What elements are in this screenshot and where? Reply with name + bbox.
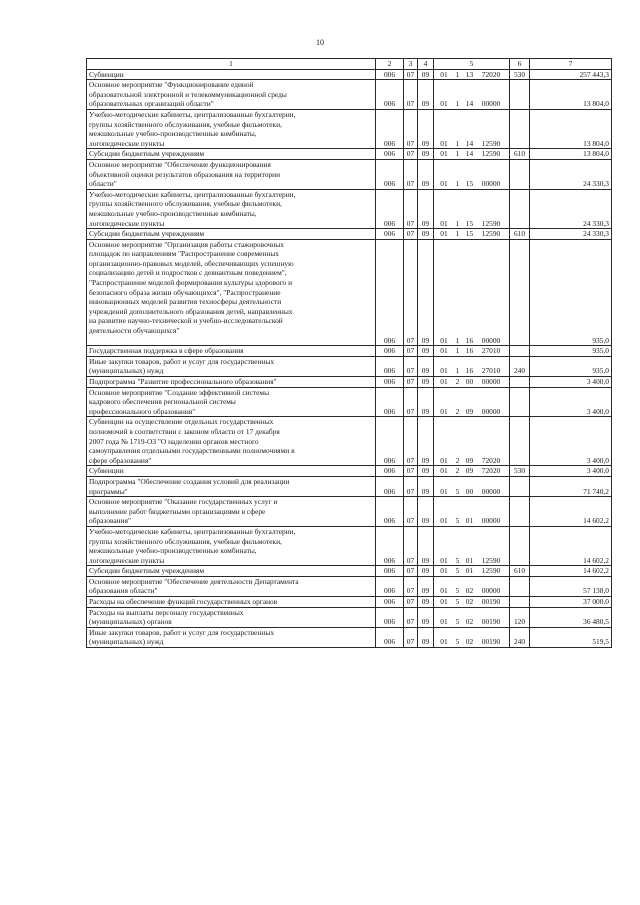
- cell-expense-type: [510, 346, 530, 357]
- table-row: [87, 497, 612, 527]
- cell-amount: 14 602,2: [530, 526, 612, 565]
- cell-expense-type: 610: [510, 566, 530, 577]
- target-article-part: 12590: [481, 555, 501, 565]
- cell-expense-type: [510, 526, 530, 565]
- cell-amount: 519,5: [530, 627, 612, 647]
- table-row: [87, 576, 612, 596]
- cell-section: 07: [404, 476, 418, 496]
- cell-subsection: 09: [418, 417, 434, 466]
- cell-subsection: 09: [418, 356, 434, 376]
- target-article-part: 01: [440, 555, 448, 565]
- cell-amount: 57 138,0: [530, 576, 612, 596]
- target-article-part: 01: [440, 566, 448, 576]
- cell-amount: 13 804,0: [530, 109, 612, 148]
- cell-subsection: 09: [418, 69, 434, 80]
- target-article-part: 2: [455, 406, 460, 416]
- target-article-part: 02: [465, 617, 474, 627]
- target-article-part: 01: [440, 377, 448, 386]
- header-cell: 2: [376, 59, 404, 70]
- row-name-cell: Субсидии бюджетным учреждениям: [87, 229, 376, 240]
- target-article-part: 01: [440, 366, 448, 376]
- cell-subsection: 09: [418, 526, 434, 565]
- target-article-part: 01: [440, 346, 448, 356]
- cell-target-article: [434, 476, 510, 496]
- cell-section: 07: [404, 417, 418, 466]
- target-article-part: 01: [440, 149, 448, 159]
- target-article-part: 01: [440, 335, 448, 345]
- cell-admin-code: 006: [376, 497, 404, 527]
- cell-admin-code: 006: [376, 356, 404, 376]
- cell-target-article: [434, 80, 510, 110]
- target-article-part: 02: [465, 586, 474, 596]
- cell-admin-code: 006: [376, 466, 404, 477]
- cell-amount: 24 330,3: [530, 189, 612, 228]
- target-article-part: 01: [440, 138, 448, 148]
- cell-target-article: [434, 69, 510, 80]
- cell-admin-code: 006: [376, 159, 404, 189]
- table-row: [87, 239, 612, 346]
- target-article-part: 2: [455, 466, 460, 476]
- row-name-cell: Подпрограмма "Обеспечение создания условий для реализации программы": [87, 476, 376, 496]
- table-row: [87, 69, 612, 80]
- target-article-part: 00190: [481, 637, 501, 647]
- cell-expense-type: [510, 576, 530, 596]
- cell-expense-type: [510, 239, 530, 346]
- budget-table: [86, 58, 612, 648]
- target-article-part: 00190: [481, 617, 501, 627]
- cell-section: 07: [404, 109, 418, 148]
- target-article-part: 00000: [481, 516, 501, 526]
- target-article-part: 15: [465, 179, 474, 189]
- row-name-cell: Основное мероприятие "Обеспечение деятельности Департамента образования области": [87, 576, 376, 596]
- target-article-part: 1: [455, 346, 460, 356]
- row-name-cell: Учебно-методические кабинеты, централизованные бухгалтерии, группы хозяйственного обслуживания, учебные фильмотеки, межшкольные учебно-производственные комбинаты, логопедические пункты: [87, 189, 376, 228]
- row-name-cell: Субвенции на осуществление отдельных государственных полномочий в соответствии с законом области от 17 декабря 2007 года № 1719-ОЗ "О наделении органов местного самоуправления отдельными государственными полномочиями в сфере образования": [87, 417, 376, 466]
- target-article-part: 12590: [481, 138, 501, 148]
- cell-target-article: [434, 387, 510, 417]
- target-article-part: 15: [465, 218, 474, 228]
- table-header-row: [87, 59, 612, 70]
- cell-subsection: 09: [418, 229, 434, 240]
- cell-subsection: 09: [418, 627, 434, 647]
- table-row: [87, 80, 612, 110]
- row-name-cell: Основное мероприятие "Обеспечение функционирования объективной оценки результатов образования на территории области": [87, 159, 376, 189]
- cell-subsection: 09: [418, 576, 434, 596]
- cell-expense-type: [510, 377, 530, 388]
- cell-amount: 71 740,2: [530, 476, 612, 496]
- cell-admin-code: 006: [376, 576, 404, 596]
- target-article-part: 02: [465, 597, 474, 607]
- cell-section: 07: [404, 627, 418, 647]
- cell-expense-type: [510, 497, 530, 527]
- target-article-part: 5: [455, 617, 460, 627]
- header-cell: 3: [404, 59, 418, 70]
- cell-target-article: [434, 377, 510, 388]
- table-row: [87, 526, 612, 565]
- cell-section: 07: [404, 69, 418, 80]
- cell-admin-code: 006: [376, 417, 404, 466]
- target-article-part: 5: [455, 597, 460, 607]
- target-article-part: 00000: [481, 99, 501, 109]
- cell-expense-type: [510, 387, 530, 417]
- cell-amount: 3 400,0: [530, 417, 612, 466]
- row-name-cell: Подпрограмма "Развитие профессионального образования": [87, 377, 376, 388]
- cell-expense-type: [510, 476, 530, 496]
- target-article-part: 00: [465, 377, 474, 386]
- target-article-part: 1: [455, 99, 460, 109]
- target-article-part: 01: [440, 597, 448, 607]
- cell-subsection: 09: [418, 189, 434, 228]
- table-row: [87, 466, 612, 477]
- target-article-part: 01: [465, 566, 474, 576]
- target-article-part: 1: [455, 179, 460, 189]
- cell-expense-type: 120: [510, 607, 530, 627]
- row-name-cell: Основное мероприятие "Функционирование единой образовательной электронной и телекоммуникационной среды образовательных организаций области": [87, 80, 376, 110]
- target-article-part: 16: [465, 366, 474, 376]
- row-name-cell: Субсидии бюджетным учреждениям: [87, 566, 376, 577]
- cell-expense-type: [510, 109, 530, 148]
- cell-amount: 24 330,3: [530, 229, 612, 240]
- target-article-part: 01: [440, 69, 448, 79]
- cell-target-article: [434, 189, 510, 228]
- cell-amount: 3 400,0: [530, 466, 612, 477]
- cell-expense-type: 530: [510, 466, 530, 477]
- target-article-part: 16: [465, 346, 474, 356]
- cell-admin-code: 006: [376, 476, 404, 496]
- cell-target-article: [434, 576, 510, 596]
- target-article-part: 01: [465, 516, 474, 526]
- target-article-part: 16: [465, 335, 474, 345]
- target-article-part: 01: [440, 586, 448, 596]
- table-row: [87, 346, 612, 357]
- cell-admin-code: 006: [376, 526, 404, 565]
- cell-section: 07: [404, 377, 418, 388]
- target-article-part: 5: [455, 516, 460, 526]
- header-cell: 7: [530, 59, 612, 70]
- table-row: [87, 597, 612, 608]
- cell-section: 07: [404, 497, 418, 527]
- cell-admin-code: 006: [376, 607, 404, 627]
- target-article-part: 01: [440, 218, 448, 228]
- cell-target-article: [434, 607, 510, 627]
- target-article-part: 1: [455, 229, 460, 239]
- target-article-part: 00190: [481, 597, 501, 607]
- table-row: [87, 607, 612, 627]
- row-name-cell: Расходы на обеспечение функций государственных органов: [87, 597, 376, 608]
- target-article-part: 00000: [481, 486, 501, 496]
- cell-amount: 935,0: [530, 346, 612, 357]
- cell-admin-code: 006: [376, 149, 404, 160]
- cell-section: 07: [404, 80, 418, 110]
- cell-amount: 3 400,0: [530, 377, 612, 388]
- cell-expense-type: 530: [510, 69, 530, 80]
- cell-subsection: 09: [418, 346, 434, 357]
- cell-admin-code: 006: [376, 229, 404, 240]
- target-article-part: 2: [455, 377, 460, 386]
- cell-subsection: 09: [418, 476, 434, 496]
- cell-target-article: [434, 356, 510, 376]
- cell-amount: 14 602,2: [530, 566, 612, 577]
- cell-amount: 3 400,0: [530, 387, 612, 417]
- cell-section: 07: [404, 607, 418, 627]
- target-article-part: 5: [455, 555, 460, 565]
- cell-expense-type: [510, 80, 530, 110]
- cell-section: 07: [404, 149, 418, 160]
- cell-subsection: 09: [418, 159, 434, 189]
- cell-amount: 13 804,0: [530, 149, 612, 160]
- cell-target-article: [434, 597, 510, 608]
- target-article-part: 1: [455, 335, 460, 345]
- cell-expense-type: [510, 189, 530, 228]
- cell-admin-code: 006: [376, 597, 404, 608]
- target-article-part: 01: [465, 555, 474, 565]
- row-name-cell: Учебно-методические кабинеты, централизованные бухгалтерии, группы хозяйственного обслуживания, учебные фильмотеки, межшкольные учебно-производственные комбинаты, логопедические пункты: [87, 109, 376, 148]
- cell-section: 07: [404, 466, 418, 477]
- cell-target-article: [434, 566, 510, 577]
- cell-admin-code: 006: [376, 80, 404, 110]
- target-article-part: 01: [440, 99, 448, 109]
- target-article-part: 1: [455, 138, 460, 148]
- cell-amount: 36 480,5: [530, 607, 612, 627]
- cell-amount: 935,0: [530, 239, 612, 346]
- cell-admin-code: 006: [376, 566, 404, 577]
- cell-admin-code: 006: [376, 189, 404, 228]
- cell-section: 07: [404, 387, 418, 417]
- cell-expense-type: 610: [510, 229, 530, 240]
- target-article-part: 1: [455, 69, 460, 79]
- table-row: [87, 476, 612, 496]
- cell-expense-type: 610: [510, 149, 530, 160]
- cell-expense-type: 240: [510, 627, 530, 647]
- target-article-part: 01: [440, 466, 448, 476]
- cell-section: 07: [404, 189, 418, 228]
- target-article-part: 14: [465, 149, 474, 159]
- cell-subsection: 09: [418, 109, 434, 148]
- target-article-part: 27010: [481, 366, 501, 376]
- cell-expense-type: [510, 597, 530, 608]
- cell-amount: 14 602,2: [530, 497, 612, 527]
- target-article-part: 00000: [481, 179, 501, 189]
- target-article-part: 72020: [481, 69, 501, 79]
- row-name-cell: Государственная поддержка в сфере образования: [87, 346, 376, 357]
- cell-target-article: [434, 239, 510, 346]
- table-row: [87, 417, 612, 466]
- target-article-part: 09: [465, 466, 474, 476]
- header-cell: 4: [418, 59, 434, 70]
- row-name-cell: Иные закупки товаров, работ и услуг для государственных (муниципальных) нужд: [87, 356, 376, 376]
- target-article-part: 00: [465, 486, 474, 496]
- row-name-cell: Субвенции: [87, 466, 376, 477]
- target-article-part: 14: [465, 138, 474, 148]
- target-article-part: 12590: [481, 566, 501, 576]
- cell-admin-code: 006: [376, 377, 404, 388]
- cell-admin-code: 006: [376, 109, 404, 148]
- target-article-part: 01: [440, 617, 448, 627]
- target-article-part: 13: [465, 69, 474, 79]
- row-name-cell: Учебно-методические кабинеты, централизованные бухгалтерии, группы хозяйственного обслуживания, учебные фильмотеки, межшкольные учебно-производственные комбинаты, логопедические пункты: [87, 526, 376, 565]
- table-row: [87, 356, 612, 376]
- cell-amount: 13 804,0: [530, 80, 612, 110]
- target-article-part: 01: [440, 229, 448, 239]
- header-cell: 5: [434, 59, 510, 70]
- cell-admin-code: 006: [376, 69, 404, 80]
- target-article-part: 02: [465, 637, 474, 647]
- cell-subsection: 09: [418, 566, 434, 577]
- table-row: [87, 387, 612, 417]
- table-row: [87, 229, 612, 240]
- target-article-part: 00000: [481, 335, 501, 345]
- table-row: [87, 149, 612, 160]
- cell-section: 07: [404, 576, 418, 596]
- target-article-part: 27010: [481, 346, 501, 356]
- table-row: [87, 377, 612, 388]
- row-name-cell: Основное мероприятие "Организация работы стажировочных площадок по направлениям "Распространение современных организационно-правовых моделей, обеспечивающих успешную социализацию детей и подростков с девиантным поведением", "Распространение моделей формирования культуры здорового и безопасного образа жизни обучающихся", "Распространение инновационных моделей развития техносферы деятельности учреждений дополнительного образования детей, направленных на развитие научно-технической и учебно-исследовательской деятельности обучающихся": [87, 239, 376, 346]
- cell-target-article: [434, 109, 510, 148]
- cell-subsection: 09: [418, 80, 434, 110]
- table-row: [87, 566, 612, 577]
- cell-subsection: 09: [418, 149, 434, 160]
- row-name-cell: Субсидии бюджетным учреждениям: [87, 149, 376, 160]
- target-article-part: 12590: [481, 229, 501, 239]
- target-article-part: 00000: [481, 406, 501, 416]
- header-cell: 6: [510, 59, 530, 70]
- target-article-part: 1: [455, 366, 460, 376]
- cell-target-article: [434, 466, 510, 477]
- cell-subsection: 09: [418, 466, 434, 477]
- target-article-part: 5: [455, 586, 460, 596]
- page-number: 10: [316, 38, 324, 47]
- cell-target-article: [434, 149, 510, 160]
- cell-expense-type: [510, 417, 530, 466]
- target-article-part: 12590: [481, 218, 501, 228]
- target-article-part: 00000: [481, 586, 501, 596]
- target-article-part: 09: [465, 455, 474, 465]
- header-cell: 1: [87, 59, 376, 70]
- cell-expense-type: [510, 159, 530, 189]
- target-article-part: 01: [440, 486, 448, 496]
- cell-subsection: 09: [418, 377, 434, 388]
- target-article-part: 5: [455, 486, 460, 496]
- row-name-cell: Основное мероприятие "Оказание государственных услуг и выполнение работ бюджетными организациями в сфере образования": [87, 497, 376, 527]
- cell-amount: 935,0: [530, 356, 612, 376]
- row-name-cell: Расходы на выплаты персоналу государственных (муниципальных) органов: [87, 607, 376, 627]
- target-article-part: 1: [455, 218, 460, 228]
- cell-target-article: [434, 526, 510, 565]
- target-article-part: 5: [455, 566, 460, 576]
- cell-admin-code: 006: [376, 627, 404, 647]
- cell-section: 07: [404, 346, 418, 357]
- cell-target-article: [434, 627, 510, 647]
- cell-section: 07: [404, 239, 418, 346]
- table-row: [87, 627, 612, 647]
- cell-admin-code: 006: [376, 239, 404, 346]
- target-article-part: 01: [440, 406, 448, 416]
- target-article-part: 12590: [481, 149, 501, 159]
- target-article-part: 15: [465, 229, 474, 239]
- row-name-cell: Иные закупки товаров, работ и услуг для государственных (муниципальных) нужд: [87, 627, 376, 647]
- cell-target-article: [434, 497, 510, 527]
- cell-admin-code: 006: [376, 387, 404, 417]
- target-article-part: 09: [465, 406, 474, 416]
- cell-subsection: 09: [418, 239, 434, 346]
- target-article-part: 2: [455, 455, 460, 465]
- table-row: [87, 159, 612, 189]
- cell-target-article: [434, 346, 510, 357]
- cell-section: 07: [404, 597, 418, 608]
- cell-section: 07: [404, 159, 418, 189]
- cell-expense-type: 240: [510, 356, 530, 376]
- target-article-part: 00000: [481, 377, 501, 386]
- target-article-part: 01: [440, 516, 448, 526]
- table-row: [87, 109, 612, 148]
- table-row: [87, 189, 612, 228]
- target-article-part: 5: [455, 637, 460, 647]
- target-article-part: 72020: [481, 466, 501, 476]
- cell-subsection: 09: [418, 497, 434, 527]
- target-article-part: 14: [465, 99, 474, 109]
- cell-admin-code: 006: [376, 346, 404, 357]
- cell-subsection: 09: [418, 387, 434, 417]
- cell-section: 07: [404, 229, 418, 240]
- cell-amount: 24 330,3: [530, 159, 612, 189]
- row-name-cell: Основное мероприятие "Создание эффективной системы кадрового обеспечения региональной системы профессионального образования": [87, 387, 376, 417]
- cell-section: 07: [404, 526, 418, 565]
- target-article-part: 01: [440, 637, 448, 647]
- cell-section: 07: [404, 566, 418, 577]
- cell-subsection: 09: [418, 597, 434, 608]
- cell-target-article: [434, 417, 510, 466]
- cell-amount: 37 000,0: [530, 597, 612, 608]
- cell-amount: 257 443,3: [530, 69, 612, 80]
- cell-target-article: [434, 229, 510, 240]
- cell-subsection: 09: [418, 607, 434, 627]
- cell-section: 07: [404, 356, 418, 376]
- target-article-part: 01: [440, 179, 448, 189]
- target-article-part: 01: [440, 455, 448, 465]
- target-article-part: 72020: [481, 455, 501, 465]
- row-name-cell: Субвенции: [87, 69, 376, 80]
- target-article-part: 1: [455, 149, 460, 159]
- cell-target-article: [434, 159, 510, 189]
